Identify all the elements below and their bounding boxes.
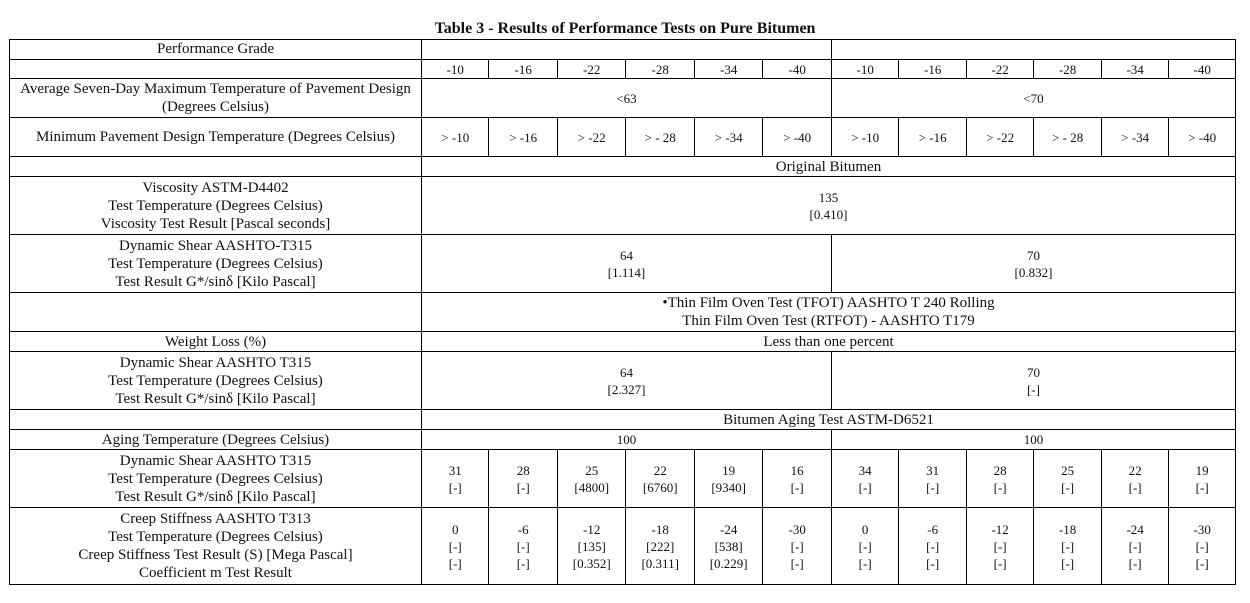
viscosity-value: 135 [0.410] xyxy=(422,177,1236,235)
section-spacer xyxy=(10,157,422,177)
dynamic-shear-aged-cell: 25 [-] xyxy=(1034,450,1101,508)
creep-stiffness-cell: -6 [-] [-] xyxy=(489,508,557,585)
min-temp-cell: > -16 xyxy=(899,118,966,157)
aging-temp-value: 100 xyxy=(422,430,832,450)
creep-stiffness-cell: -12 [135] [0.352] xyxy=(557,508,625,585)
dynamic-shear-aged-cell: 19 [-] xyxy=(1169,450,1236,508)
weight-loss-value: Less than one percent xyxy=(422,332,1236,352)
grade-temp-cell: -22 xyxy=(557,60,625,79)
min-temp-cell: > -40 xyxy=(763,118,832,157)
dynamic-shear-original-label: Dynamic Shear AASHTO-T315 Test Temperature (Degrees Celsius) Test Result G*/sinδ [Kilo Pascal] xyxy=(10,235,422,293)
min-temp-cell: > - 28 xyxy=(1034,118,1101,157)
creep-stiffness-cell: -18 [-] [-] xyxy=(1034,508,1101,585)
min-temp-cell: > -34 xyxy=(1101,118,1168,157)
aging-temp-value: 100 xyxy=(831,430,1235,450)
creep-stiffness-cell: -24 [-] [-] xyxy=(1101,508,1168,585)
dynamic-shear-original-value: 64 [1.114] xyxy=(422,235,832,293)
performance-grade-label: Performance Grade xyxy=(10,40,422,60)
dynamic-shear-aged-cell: 28 [-] xyxy=(489,450,557,508)
dynamic-shear-aged-cell: 25 [4800] xyxy=(557,450,625,508)
creep-stiffness-cell: -24 [538] [0.229] xyxy=(694,508,762,585)
creep-stiffness-cell: 0 [-] [-] xyxy=(831,508,898,585)
grade-temp-cell: -40 xyxy=(1169,60,1236,79)
avg-max-temp-value: <70 xyxy=(831,79,1235,118)
grade-temps-row-label xyxy=(10,60,422,79)
grade-temp-cell: -10 xyxy=(831,60,898,79)
dynamic-shear-rtfo-value: 64 [2.327] xyxy=(422,352,832,410)
creep-stiffness-label: Creep Stiffness AASHTO T313 Test Temperature (Degrees Celsius) Creep Stiffness Test Result (S) [Mega Pascal] Coefficient m Test Result xyxy=(10,508,422,585)
creep-stiffness-cell: -6 [-] [-] xyxy=(899,508,966,585)
min-temp-cell: > -40 xyxy=(1169,118,1236,157)
dynamic-shear-aged-cell: 34 [-] xyxy=(831,450,898,508)
grade-temp-cell: -40 xyxy=(763,60,832,79)
min-temp-label: Minimum Pavement Design Temperature (Degrees Celsius) xyxy=(10,118,422,157)
aging-heading: Bitumen Aging Test ASTM-D6521 xyxy=(422,410,1236,430)
grade-group-cell xyxy=(831,40,1235,60)
grade-temp-cell: -22 xyxy=(966,60,1033,79)
grade-temp-cell: -28 xyxy=(626,60,694,79)
creep-stiffness-cell: -18 [222] [0.311] xyxy=(626,508,694,585)
grade-group-cell xyxy=(422,40,832,60)
creep-stiffness-cell: -30 [-] [-] xyxy=(763,508,832,585)
dynamic-shear-aged-cell: 28 [-] xyxy=(966,450,1033,508)
dynamic-shear-aged-cell: 22 [6760] xyxy=(626,450,694,508)
grade-temp-cell: -28 xyxy=(1034,60,1101,79)
original-bitumen-heading: Original Bitumen xyxy=(422,157,1236,177)
grade-temp-cell: -34 xyxy=(1101,60,1168,79)
avg-max-temp-value: <63 xyxy=(422,79,832,118)
min-temp-cell: > -22 xyxy=(966,118,1033,157)
min-temp-cell: > -22 xyxy=(557,118,625,157)
grade-temp-cell: -10 xyxy=(422,60,489,79)
weight-loss-label: Weight Loss (%) xyxy=(10,332,422,352)
dynamic-shear-aged-cell: 22 [-] xyxy=(1101,450,1168,508)
viscosity-label: Viscosity ASTM-D4402 Test Temperature (Degrees Celsius) Viscosity Test Result [Pascal seconds] xyxy=(10,177,422,235)
performance-table xyxy=(9,39,1236,585)
dynamic-shear-aged-cell: 31 [-] xyxy=(422,450,489,508)
table-title: Table 3 - Results of Performance Tests on Pure Bitumen xyxy=(434,20,816,37)
rtfo-heading: •Thin Film Oven Test (TFOT) AASHTO T 240 Rolling Thin Film Oven Test (RTFOT) - AASHTO T179 xyxy=(422,293,1236,332)
min-temp-cell: > - 28 xyxy=(626,118,694,157)
creep-stiffness-cell: -12 [-] [-] xyxy=(966,508,1033,585)
min-temp-cell: > -10 xyxy=(831,118,898,157)
dynamic-shear-aged-cell: 16 [-] xyxy=(763,450,832,508)
dynamic-shear-aged-label: Dynamic Shear AASHTO T315 Test Temperature (Degrees Celsius) Test Result G*/sinδ [Kilo Pascal] xyxy=(10,450,422,508)
creep-stiffness-cell: -30 [-] [-] xyxy=(1169,508,1236,585)
avg-max-temp-label: Average Seven-Day Maximum Temperature of Pavement Design (Degrees Celsius) xyxy=(10,79,422,118)
dynamic-shear-rtfo-value: 70 [-] xyxy=(831,352,1235,410)
min-temp-cell: > -16 xyxy=(489,118,557,157)
aging-temp-label: Aging Temperature (Degrees Celsius) xyxy=(10,430,422,450)
grade-temp-cell: -16 xyxy=(899,60,966,79)
creep-stiffness-cell: 0 [-] [-] xyxy=(422,508,489,585)
grade-temp-cell: -16 xyxy=(489,60,557,79)
dynamic-shear-aged-cell: 19 [9340] xyxy=(694,450,762,508)
dynamic-shear-aged-cell: 31 [-] xyxy=(899,450,966,508)
min-temp-cell: > -10 xyxy=(422,118,489,157)
min-temp-cell: > -34 xyxy=(694,118,762,157)
grade-temp-cell: -34 xyxy=(694,60,762,79)
dynamic-shear-rtfo-label: Dynamic Shear AASHTO T315 Test Temperature (Degrees Celsius) Test Result G*/sinδ [Kilo Pascal] xyxy=(10,352,422,410)
section-spacer xyxy=(10,293,422,332)
dynamic-shear-original-value: 70 [0.832] xyxy=(831,235,1235,293)
section-spacer xyxy=(10,410,422,430)
